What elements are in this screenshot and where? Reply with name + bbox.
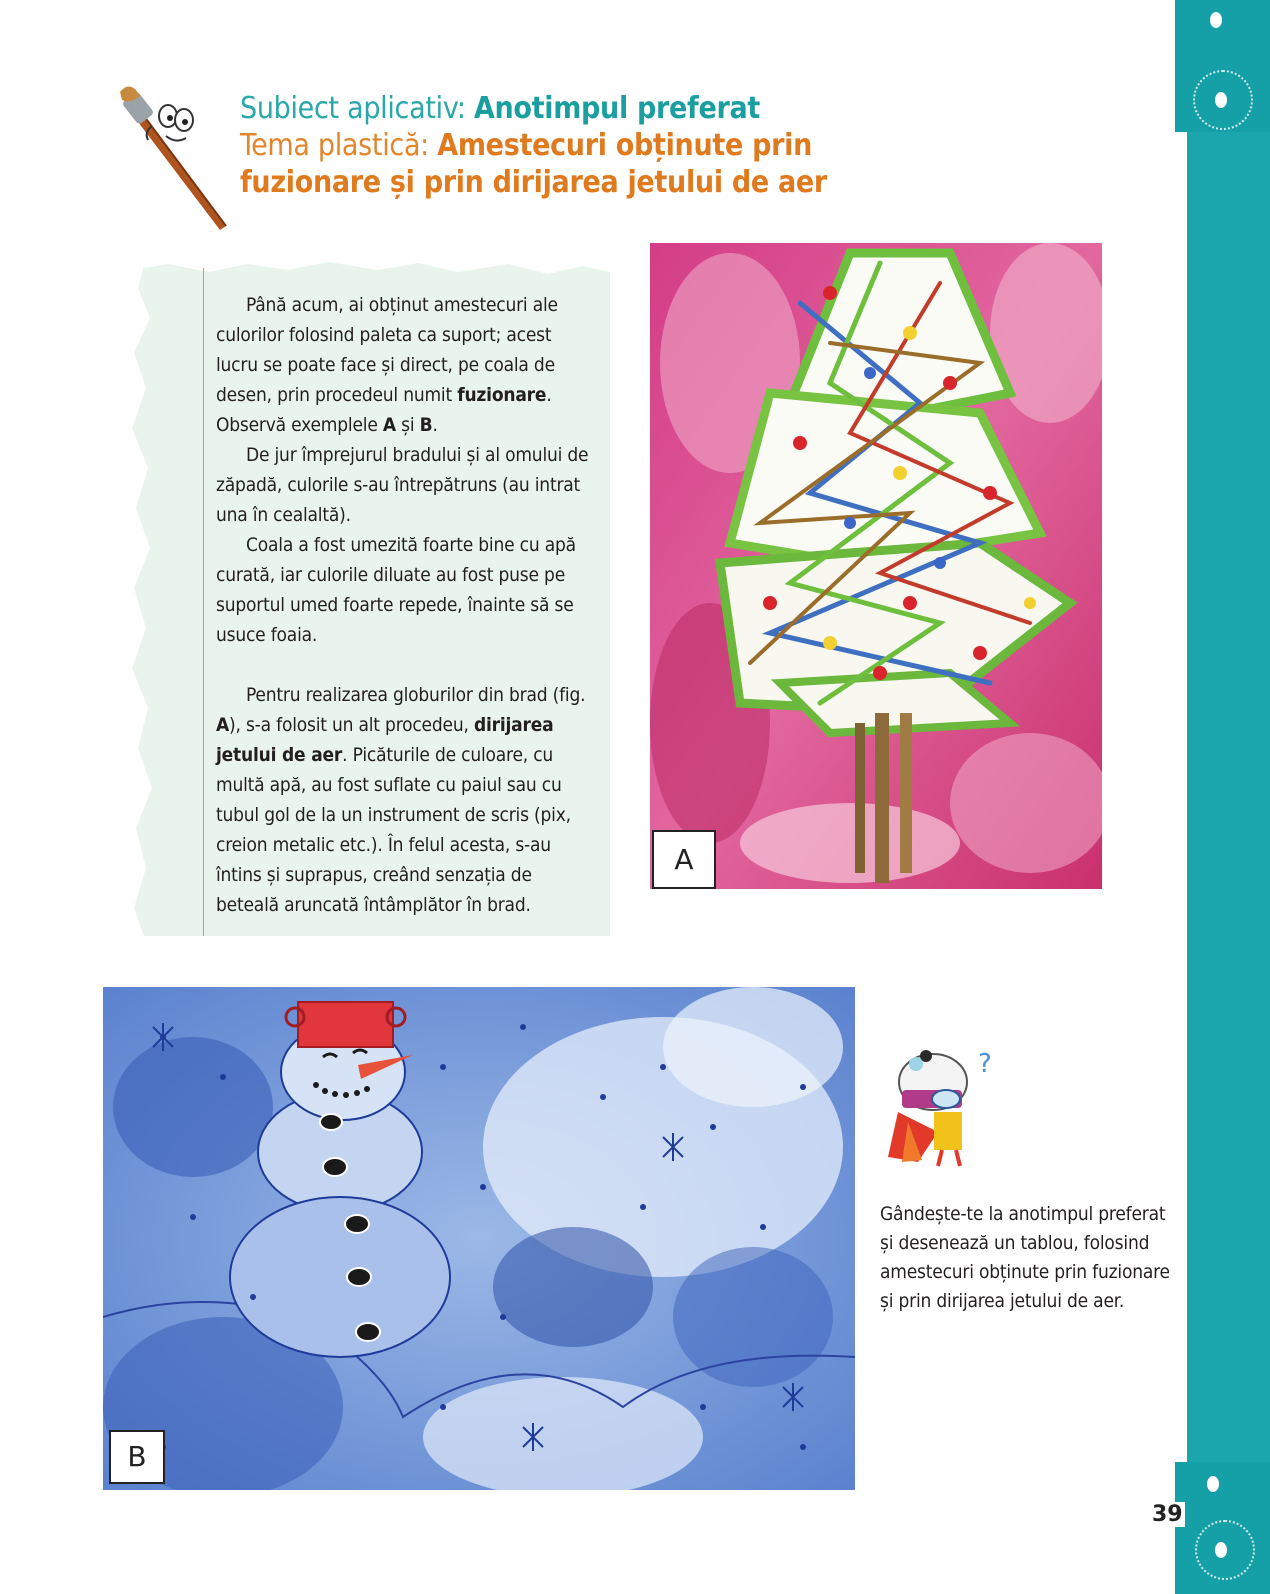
figure-a-label: A xyxy=(652,830,716,889)
christmas-tree-painting xyxy=(650,243,1102,889)
margin-line xyxy=(203,268,204,936)
ref-a: A xyxy=(216,714,230,736)
ref-b: B xyxy=(419,414,433,436)
figure-b-label: B xyxy=(109,1430,165,1484)
theme-label: Tema plastică: xyxy=(240,128,438,163)
paragraph-wet-paper: Coala a fost umezită foarte bine cu apă curată, iar culorile diluate au fost puse pe suportul umed foarte repede, înainte să se usuce foaia. xyxy=(216,534,576,646)
painting-a-christmas-tree xyxy=(650,243,1102,889)
lesson-title xyxy=(240,90,827,201)
side-band xyxy=(1175,0,1270,1594)
dot-decoration xyxy=(1210,12,1222,28)
text-run: ), s-a folosit un alt procedeu, xyxy=(229,714,474,736)
ref-a: A xyxy=(382,414,396,436)
side-band-top xyxy=(1175,0,1270,132)
activity-prompt: Gândește-te la anotimpul preferat și desenează un tablou, folosind amestecuri obținute prin fuzionare și prin dirijarea jetului de aer. xyxy=(880,1203,1170,1312)
dot-decoration xyxy=(1207,1476,1219,1492)
explanation-text xyxy=(216,290,591,920)
text-run: și xyxy=(395,414,420,436)
theme-line xyxy=(240,127,827,164)
page-number: 39 xyxy=(1152,1502,1183,1527)
painting-b-snowman xyxy=(103,987,855,1490)
text-run: . Picăturile de culoare, cu multă apă, au fost suflate cu paiul sau cu tubul gol de la un instrument de scris (pix, creion metalic etc.). În felul acesta, s-au întins și suprapus, creând senzația de beteală aruncată întâmplător în brad. xyxy=(216,744,571,916)
thinking-mascot-icon xyxy=(878,1042,998,1167)
svg-text:?: ? xyxy=(978,1049,992,1079)
term-fuzionare: fuzionare xyxy=(457,384,547,406)
text-run: . xyxy=(432,414,438,436)
paragraph-blending: De jur împrejurul bradului și al omului de zăpadă, culorile s-au întrepătruns (au intrat una în cealaltă). xyxy=(216,444,589,526)
side-band-bottom xyxy=(1175,1462,1270,1594)
side-band-middle xyxy=(1187,132,1270,1462)
paintbrush-mascot-icon xyxy=(108,86,238,236)
snowman-painting xyxy=(103,987,855,1490)
text-run: . Observă exemplele xyxy=(216,384,552,436)
dot-decoration xyxy=(1215,1542,1227,1558)
dot-decoration xyxy=(1215,92,1227,108)
theme-value: Amestecuri obținute prin xyxy=(437,128,812,163)
term-dirijarea-jetului: dirijarea jetului de aer xyxy=(216,714,554,766)
subject-value: Anotimpul preferat xyxy=(473,91,761,126)
theme-value-continued: fuzionare și prin dirijarea jetului de aer xyxy=(240,165,827,200)
subject-line xyxy=(240,90,827,127)
paragraph-fusion xyxy=(216,290,591,440)
explanation-box xyxy=(128,258,610,936)
text-run: Pentru realizarea globurilor din brad (fig. xyxy=(246,684,586,706)
text-run: Până acum, ai obținut amestecuri ale culorilor folosind paleta ca suport; acest lucru se poate face și direct, pe coala de desen, prin procedeul numit xyxy=(216,294,558,406)
paragraph-air-jet xyxy=(216,680,591,920)
subject-label: Subiect aplicativ: xyxy=(240,91,474,126)
